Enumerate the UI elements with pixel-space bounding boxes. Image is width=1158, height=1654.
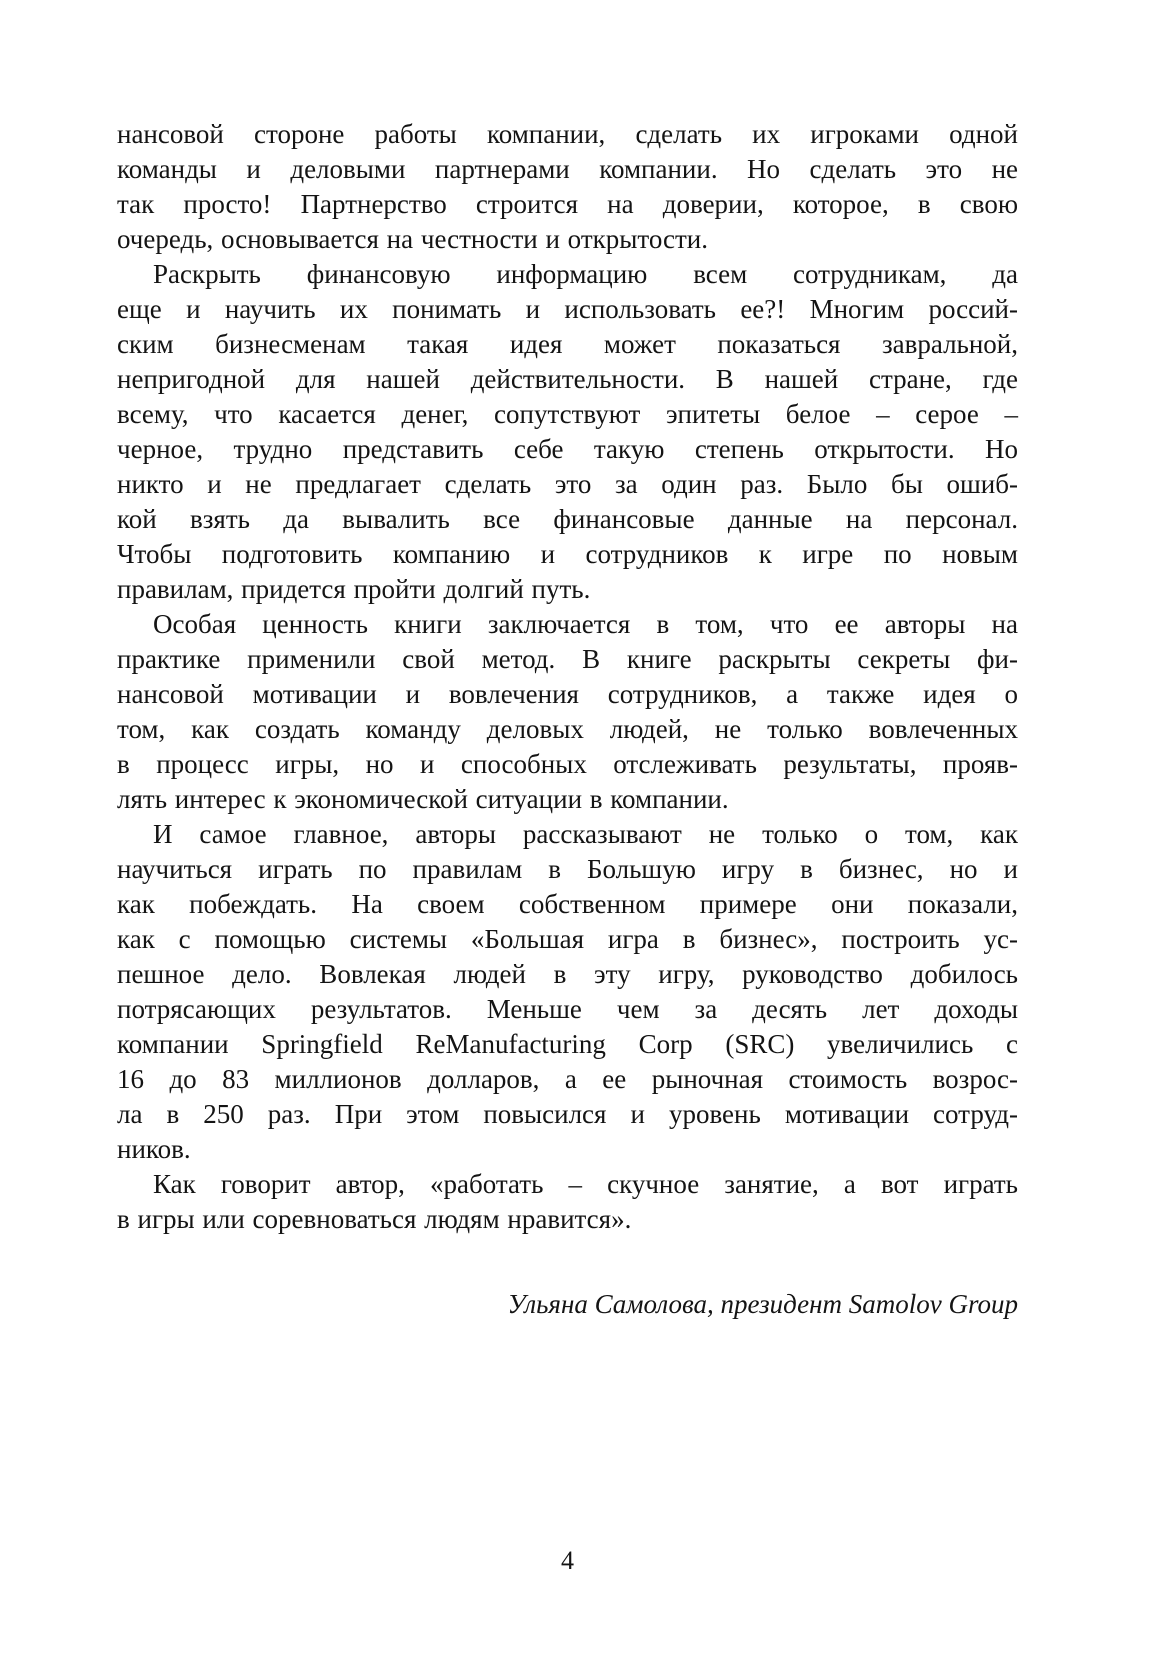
text-line: кой взять да вывалить все финансовые данные на персонал. [117, 504, 1018, 534]
paragraph [117, 1167, 1018, 1237]
text-line: в процесс игры, но и способных отслеживать результаты, прояв- [117, 749, 1018, 779]
text-line: очередь, основывается на честности и открытости. [117, 224, 708, 254]
text-line: лять интерес к экономической ситуации в компании. [117, 784, 729, 814]
text-line: Чтобы подготовить компанию и сотрудников к игре по новым [117, 539, 1018, 569]
text-line: правилам, придется пройти долгий путь. [117, 574, 591, 604]
text-line: Раскрыть финансовую информацию всем сотрудникам, да [153, 259, 1018, 289]
text-line: нансовой мотивации и вовлечения сотрудников, а также идея о [117, 679, 1018, 709]
text-line: том, как создать команду деловых людей, не только вовлеченных [117, 714, 1018, 744]
text-line: научиться играть по правилам в Большую игру в бизнес, но и [117, 854, 1018, 884]
text-line: как побеждать. На своем собственном примере они показали, [117, 889, 1018, 919]
text-line: ским бизнесменам такая идея может показаться завральной, [117, 329, 1018, 359]
text-line: никто и не предлагает сделать это за один раз. Было бы ошиб- [117, 469, 1018, 499]
text-line: черное, трудно представить себе такую степень открытости. Но [117, 434, 1018, 464]
text-line: нансовой стороне работы компании, сделать их игроками одной [117, 119, 1018, 149]
paragraph [117, 257, 1018, 607]
text-line: ла в 250 раз. При этом повысился и уровень мотивации сотруд- [117, 1099, 1018, 1129]
text-line: так просто! Партнерство строится на доверии, которое, в свою [117, 189, 1018, 219]
page-number: 4 [561, 1546, 574, 1575]
text-line: всему, что касается денег, сопутствуют эпитеты белое – серое – [117, 399, 1018, 429]
text-line: потрясающих результатов. Меньше чем за десять лет доходы [117, 994, 1018, 1024]
text-line: компании Springfield ReManufacturing Corp (SRC) увеличились с [117, 1029, 1018, 1059]
paragraph [117, 817, 1018, 1167]
text-line: Особая ценность книги заключается в том, что ее авторы на [153, 609, 1018, 639]
text-line: 16 до 83 миллионов долларов, а ее рыночная стоимость возрос- [117, 1064, 1018, 1094]
text-line: еще и научить их понимать и использовать ее?! Многим россий- [117, 294, 1018, 324]
text-line: команды и деловыми партнерами компании. Но сделать это не [117, 154, 1018, 184]
paragraph [117, 117, 1018, 257]
text-line: И самое главное, авторы рассказывают не только о том, как [153, 819, 1018, 849]
text-line: в игры или соревноваться людям нравится». [117, 1204, 632, 1234]
text-line: Как говорит автор, «работать – скучное занятие, а вот играть [153, 1169, 1018, 1199]
page-text-block [117, 117, 1018, 1237]
author-signature: Ульяна Самолова, президент Samolov Group [507, 1289, 1018, 1319]
text-line: практике применили свой метод. В книге раскрыты секреты фи- [117, 644, 1018, 674]
text-line: непригодной для нашей действительности. В нашей стране, где [117, 364, 1018, 394]
text-line: как с помощью системы «Большая игра в бизнес», построить ус- [117, 924, 1018, 954]
text-line: пешное дело. Вовлекая людей в эту игру, руководство добилось [117, 959, 1018, 989]
text-line: ников. [117, 1134, 191, 1164]
paragraph [117, 607, 1018, 817]
